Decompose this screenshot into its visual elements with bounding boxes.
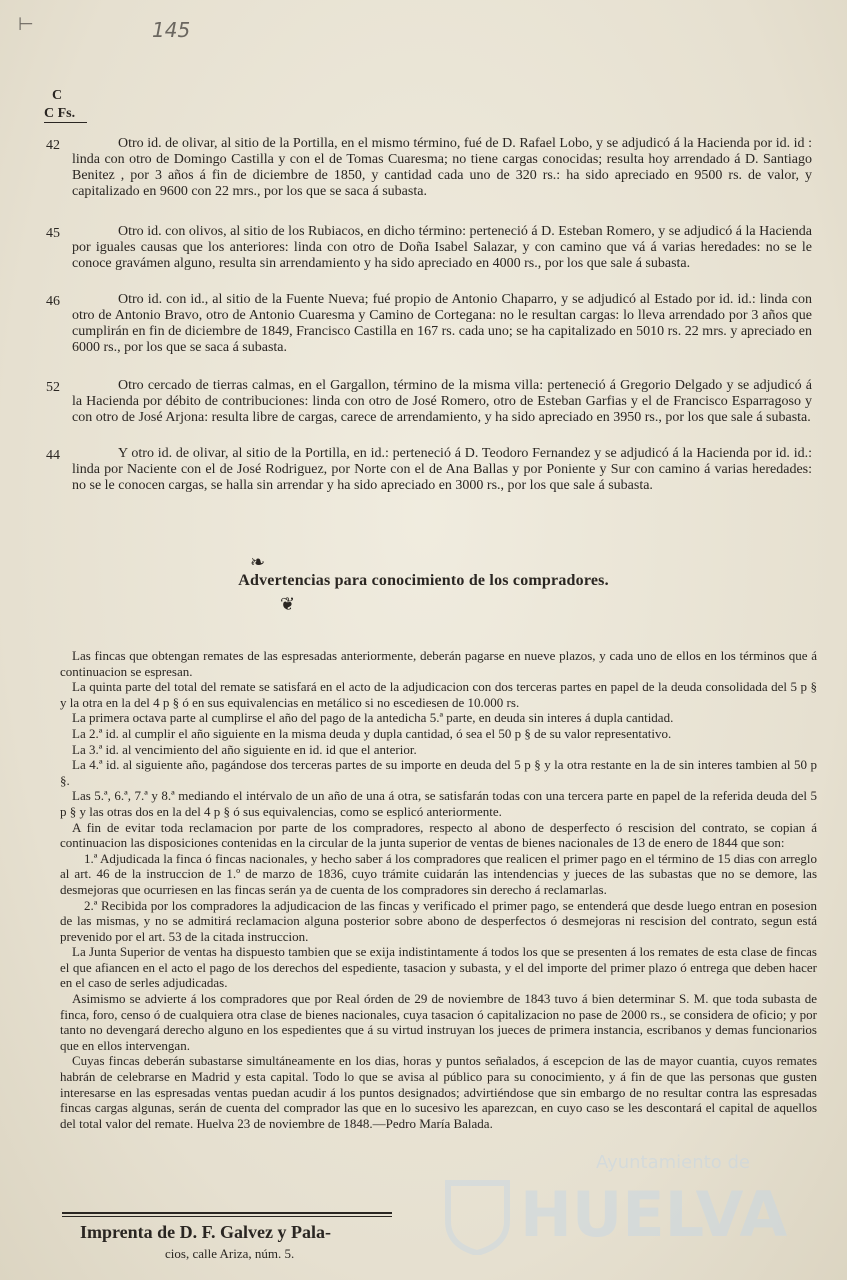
notice-paragraph: A fin de evitar toda reclamacion por parte de los compradores, respecto al abono de desperfecto ó rescision del contrato, se copian á continuacion las disposiciones contenidas en la circular de la junta superior de ventas de bienes nacionales de 13 de enero de 1844 que son: [60, 819, 817, 851]
notice-paragraph: Asimismo se advierte á los compradores que por Real órden de 29 de noviembre de 1843 tuvo á bien determinar S. M. que toda subasta de finca, foro, censo ó de cualquiera otra clase de bienes nacionales, cuya tasacion ó capitalizacion no pase de 2000 rs., se considera de oficio; y por tanto no devengará derecho alguno en los espedientes que á su virtud instruyan los jueces de primera instancia, escribanos y demas funcionarios que en ellos intervengan. [60, 991, 817, 1053]
lot-number: 42 [46, 138, 60, 153]
watermark-caption: Ayuntamiento de [596, 1152, 750, 1173]
folio-number: 145 [152, 18, 191, 42]
printer-name: Imprenta de D. F. Galvez y Pala- [80, 1222, 331, 1242]
lot-entry [46, 378, 812, 426]
lot-description: Y otro id. de olivar, al sitio de la Portilla, en id.: perteneció á D. Teodoro Fernandez y se adjudicó á la Hacienda por id. id.: linda por Naciente con el de José Rodriguez, por Norte con el de Ana Ballas y por Poniente y Sur con camino á varias heredades: no se le conocen cargas, se halla sin arrendar y ha sido apreciado en 3000 rs., por los que sale á subasta. [72, 446, 812, 493]
notice-paragraph: Cuyas fincas deberán subastarse simultáneamente en los dias, horas y puntos señalados, á escepcion de las de mayor cuantia, cuyos remates habrán de celebrarse en Madrid y esta capital. Todo lo que se avisa al público para su conocimiento, y á fin de que las personas que gusten interesarse en las espresadas ventas puedan acudir á los puntos designados; advirtiéndose que sin embargo de no resultar contra las espresadas fincas cargas algunas, serán de cuenta del comprador las que en lo sucesivo les aparezcan, en cuyo caso se les descontará el capital de aquellos del total valor del remate. Huelva 23 de noviembre de 1848.—Pedro María Balada. [60, 1053, 817, 1131]
watermark-emblem-icon [440, 1175, 515, 1255]
notice-paragraph: La 2.ª id. al cumplir el año siguiente en la misma deuda y dupla cantidad, ó sea el 50 p § de su valor representativo. [72, 725, 672, 741]
notice-paragraph: 2.ª Recibida por los compradores la adjudicacion de las fincas y verificado el primer pago, se entenderá que desde luego entran en posesion de las mismas, y no se admitirá reclamacion alguna posterior sobre abono de desperfectos ó desmejoras ni rescision del contrato, segun está prevenido por el art. 53 de la citada instruccion. [60, 897, 817, 944]
imprint-rule [62, 1212, 392, 1214]
ornament-bottom-icon: ❦ [280, 594, 296, 614]
lot-entry [46, 136, 812, 200]
notice-paragraph: La 4.ª id. al siguiente año, pagándose dos terceras partes de su importe en deuda del 5 p § y la otra restante en la de sin interes tambien al 50 p §. [60, 757, 817, 788]
notice-paragraph: La Junta Superior de ventas ha dispuesto tambien que se exija indistintamente á todos los que se presenten á los remates de esta clase de fincas el que afiancen en el acto el pago de los derechos del espediente, tasacion y subasta, y el del importe del primer plazo ó entrega que deben hacer en el caso de serles adjudicadas. [60, 944, 817, 991]
ornament-top-icon: ❧ [250, 552, 266, 572]
corner-mark: ⊢ [18, 14, 34, 35]
lot-description: Otro cercado de tierras calmas, en el Gargallon, término de la misma villa: perteneció á Gregorio Delgado y se adjudicó á la Hacienda por débito de contribuciones: linda con otro de José Romero, otro de Esteban Garfias y el de Francisco Esparragoso y con otro de José Arjona: resulta libre de cargas, carece de arrendamiento, y ha sido apreciado en 3950 rs., por los que sale á subasta. [72, 378, 812, 425]
watermark-text: HUELVA [520, 1178, 788, 1251]
imprint-rule [62, 1216, 392, 1217]
lot-entry [46, 446, 812, 494]
notice-paragraph: La 3.ª id. al vencimiento del año siguiente en id. id que el anterior. [72, 741, 417, 757]
lot-number: 52 [46, 380, 60, 395]
lot-description: Otro id. con olivos, al sitio de los Rubiacos, en dicho término: perteneció á D. Esteban Romero, y se adjudicó á la Hacienda por iguales causas que los anteriores: linda con otro de Doña Isabel Salazar, y con camino que vá á varias heredades: no se le conoce gravámen alguno, resulta sin arrendamiento y ha sido apreciado en 4000 rs., por los que sale á subasta. [72, 224, 812, 271]
lot-number: 45 [46, 226, 60, 241]
column-header-c: C [52, 88, 63, 103]
notice-paragraph: La quinta parte del total del remate se satisfará en el acto de la adjudicacion con dos terceras partes en papel de la deuda consolidada del 5 p § y la otra en la del 4 p § ó en sus equivalencias en metálico si no escediesen de 10.000 rs. [60, 679, 817, 710]
notice-paragraph: Las fincas que obtengan remates de las espresadas anteriormente, deberán pagarse en nueve plazos, y cada uno de ellos en los términos que á continuacion se espresan. [60, 648, 817, 679]
notice-paragraph: 1.ª Adjudicada la finca ó fincas nacionales, y hecho saber á los compradores que realicen el primer pago en el término de 15 dias con arreglo al art. 46 de la instruccion de 1.º de marzo de 1836, cuyo trámite cuidarán las intendencias y jueces de las subastas que no se demore, las desmejoras que ocurriesen en las fincas serán ya de cuenta de los compradores sin derecho á reclamarlas. [60, 850, 817, 897]
lot-description: Otro id. con id., al sitio de la Fuente Nueva; fué propio de Antonio Chaparro, y se adjudicó al Estado por id. id.: linda con otro de Antonio Bravo, otro de Antonio Cuaresma y Camino de Cortegana: no le resultan cargas: lo lleva arrendado por 3 años que cumplirán en fin de diciembre de 1849, Francisco Castilla en 167 rs. cada uno; se ha capitalizado en 5010 rs. 22 mrs. y apreciado en 6000 rs., por los que se saca á subasta. [72, 292, 812, 355]
notice-title: Advertencias para conocimiento de los compradores. [238, 572, 609, 589]
notice-paragraph: Las 5.ª, 6.ª, 7.ª y 8.ª mediando el intérvalo de un año de una á otra, se satisfarán todas con una tercera parte en papel de la referida deuda del 5 p § y las otras dos en la del 4 p § ó sus equivalencias, como se esplicó anteriormente. [60, 788, 817, 819]
lot-entry [46, 224, 812, 272]
notice-paragraph: La primera octava parte al cumplirse el año del pago de la antedicha 5.ª parte, en deuda sin interes á dupla cantidad. [72, 710, 674, 726]
printer-address: cios, calle Ariza, núm. 5. [165, 1246, 295, 1261]
column-header-cfs: C Fs. [44, 106, 87, 123]
notice-body [60, 648, 817, 1131]
lot-number: 44 [46, 448, 60, 463]
lot-entry [46, 292, 812, 356]
lot-description: Otro id. de olivar, al sitio de la Portilla, en el mismo término, fué de D. Rafael Lobo, y se adjudicó á la Hacienda por id. id : linda con otro de Domingo Castilla y con el de Tomas Cuaresma; no tiene cargas conocidas; resulta hoy arrendado á D. Santiago Benitez , por 3 años á fin de diciembre de 1850, y cantidad cada uno de 320 rs.: ha sido apreciado en 9500 rs. de valor, y capitalizado en 9600 con 22 mrs., por los que se saca á subasta. [72, 136, 812, 199]
lot-number: 46 [46, 294, 60, 309]
